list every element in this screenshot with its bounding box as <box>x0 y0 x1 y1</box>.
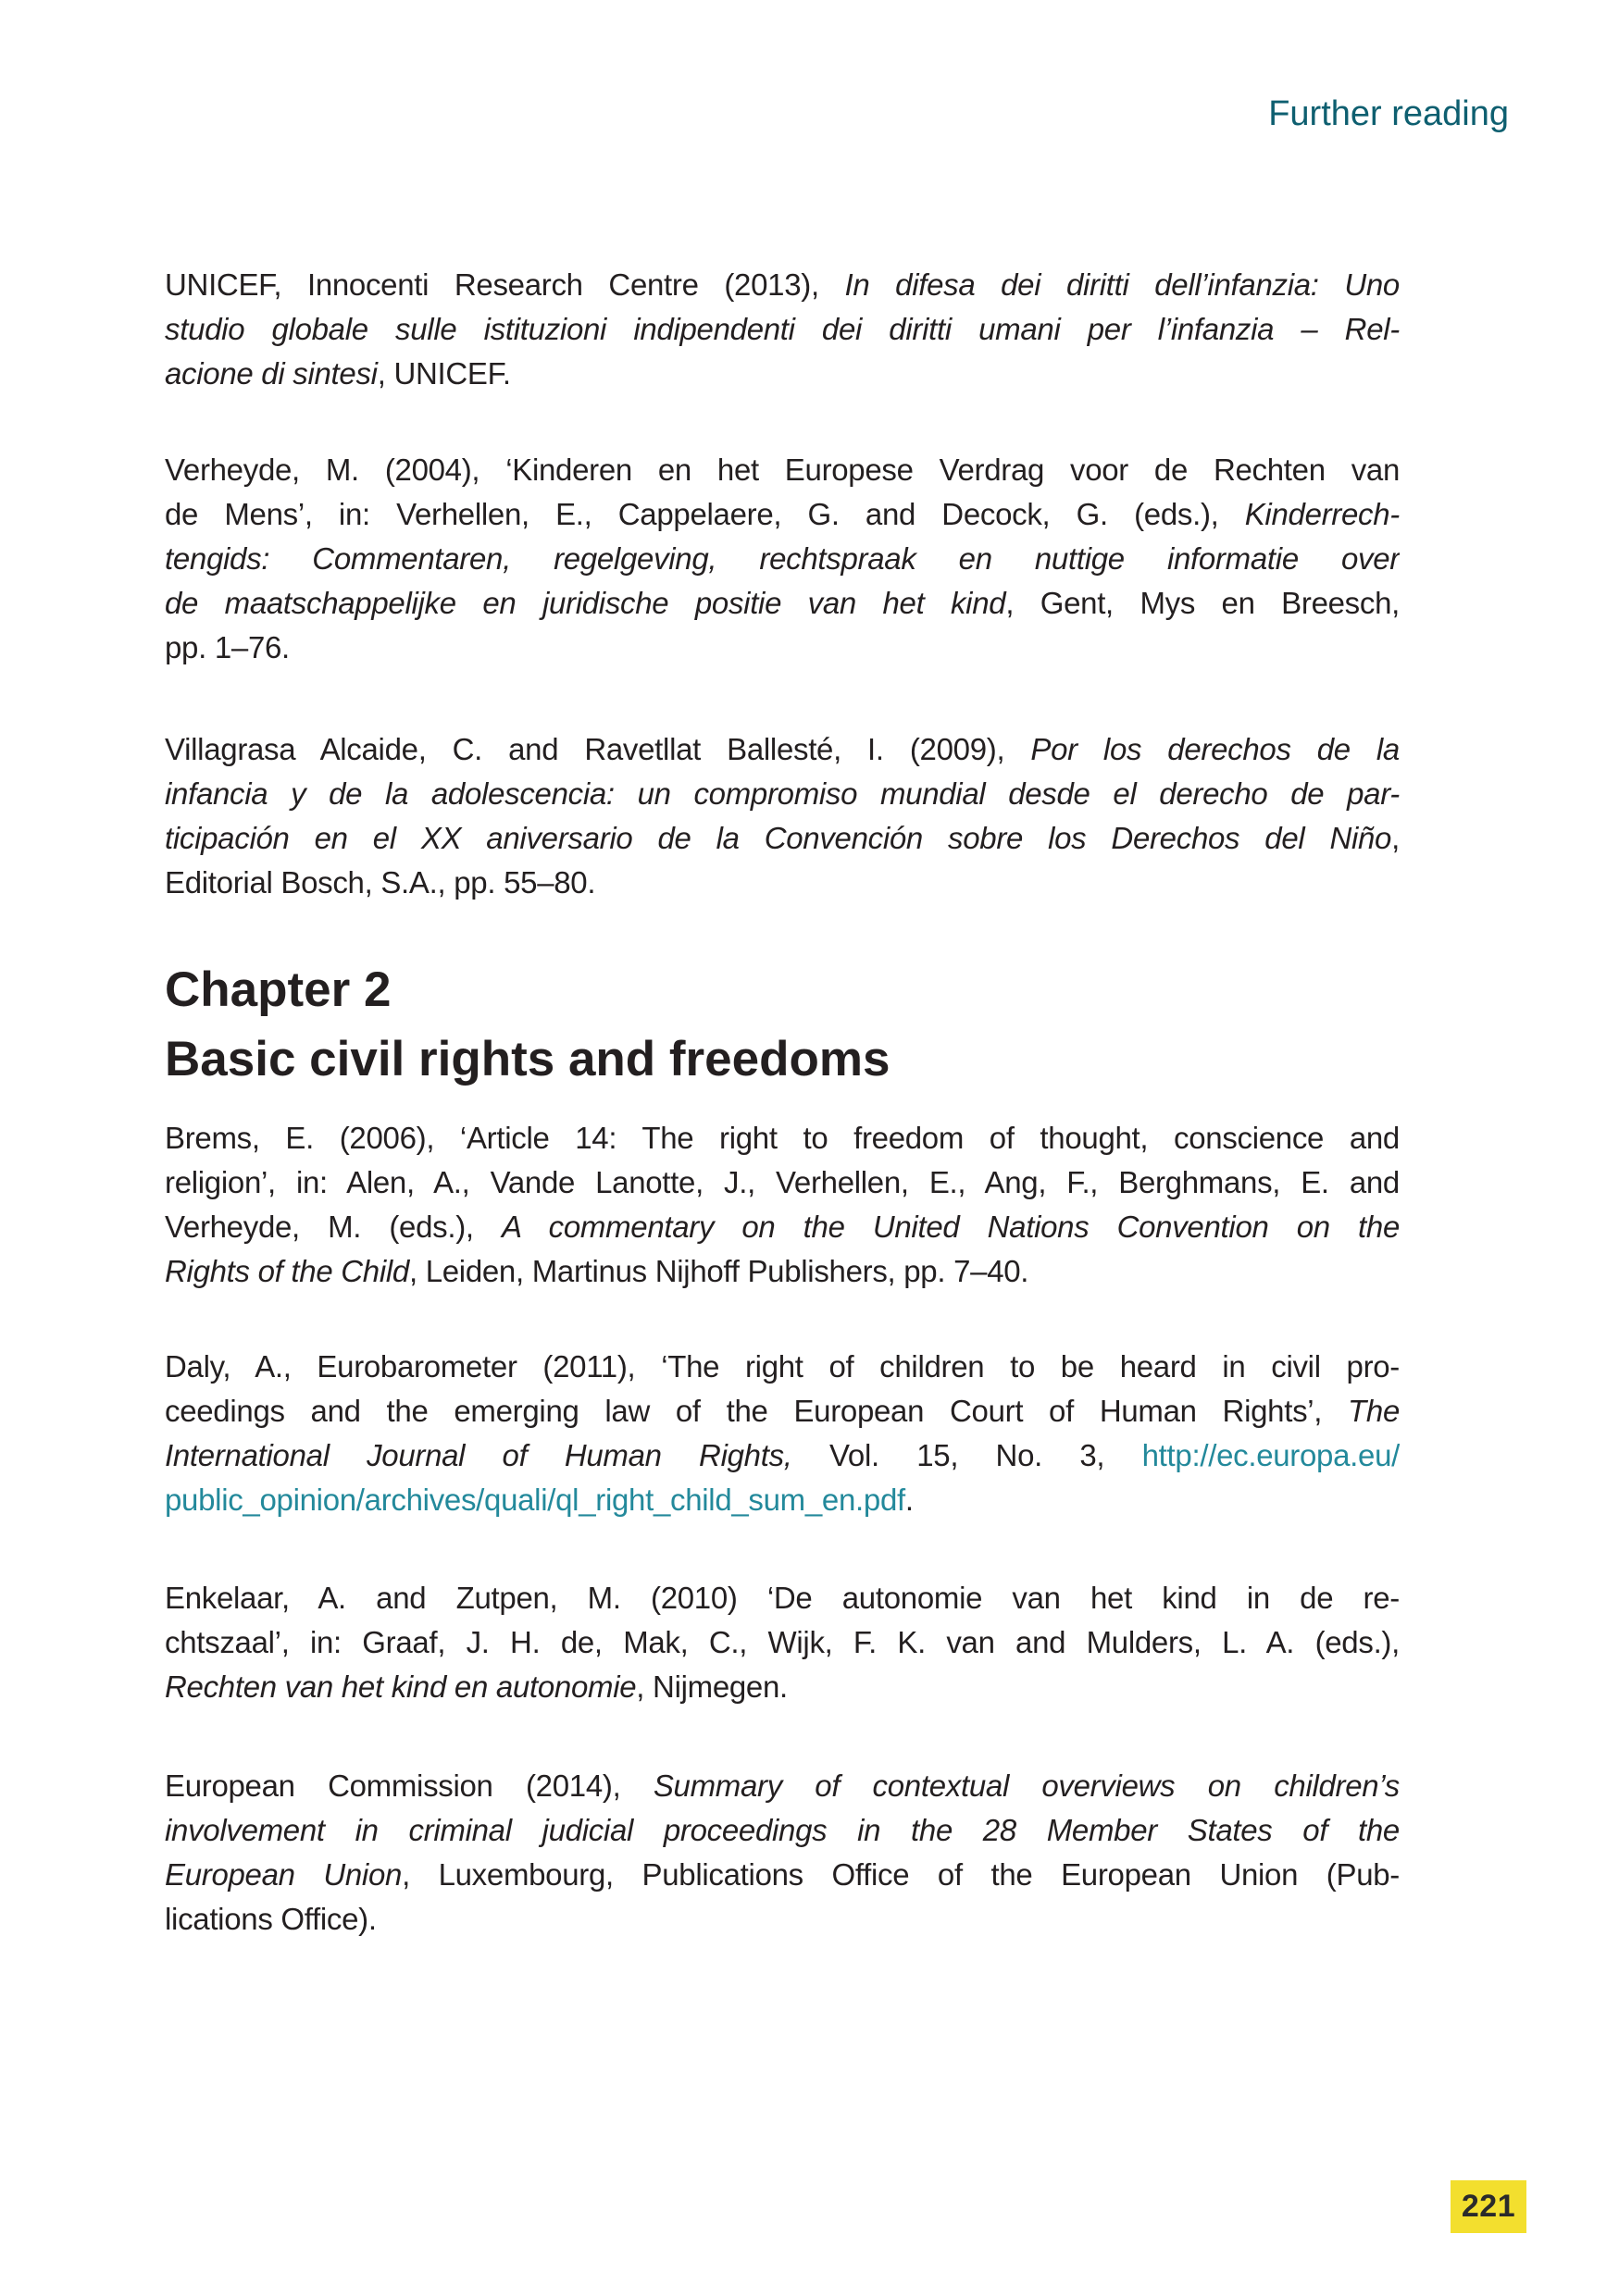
chapter-heading <box>165 955 1400 1094</box>
reference-text: de Mens’, in: Verhellen, E., Cappelaere, G. and Decock, G. (eds.), <box>165 497 1245 531</box>
reference-text: , UNICEF. <box>377 356 511 391</box>
reference-line <box>165 352 1400 396</box>
running-header: Further reading <box>1268 94 1509 133</box>
reference-text: Brems, E. (2006), ‘Article 14: The right to freedom of thought, conscience and <box>165 1121 1400 1155</box>
reference-line <box>165 263 1400 307</box>
reference-line <box>165 1389 1400 1433</box>
reference-text: , Luxembourg, Publications Office of the European Union (Pub- <box>402 1857 1400 1892</box>
reference-title-italic: acione di sintesi <box>165 356 378 391</box>
reference-line <box>165 861 1400 905</box>
reference-title-italic: ticipación en el XX aniversario de la Convención sobre los Derechos del Niño <box>165 821 1392 855</box>
reference-line <box>165 1345 1400 1389</box>
reference-text: UNICEF, Innocenti Research Centre (2013), <box>165 267 845 302</box>
reference-text: Verheyde, M. (2004), ‘Kinderen en het Europese Verdrag voor de Rechten van <box>165 453 1400 487</box>
reference-text: , Gent, Mys en Breesch, <box>1005 586 1400 620</box>
reference-entry <box>165 727 1400 905</box>
reference-title-italic: infancia y de la adolescencia: un compromiso mundial desde el derecho de par- <box>165 776 1400 811</box>
chapter-title: Basic civil rights and freedoms <box>165 1032 890 1086</box>
reference-line <box>165 1478 1400 1522</box>
reference-line <box>165 772 1400 816</box>
reference-text: pp. 1–76. <box>165 630 290 664</box>
reference-title-italic: A commentary on the United Nations Convention on the <box>501 1210 1400 1244</box>
reference-title-italic: Rechten van het kind en autonomie <box>165 1669 637 1704</box>
reference-line <box>165 1249 1400 1294</box>
reference-text: Daly, A., Eurobarometer (2011), ‘The right of children to be heard in civil pro- <box>165 1349 1400 1384</box>
reference-link[interactable]: http://ec.europa.eu/ <box>1141 1438 1400 1472</box>
reference-line <box>165 626 1400 670</box>
reference-text: , Nijmegen. <box>636 1669 788 1704</box>
reference-title-italic: Por los derechos de la <box>1030 732 1400 766</box>
reference-line <box>165 581 1400 626</box>
reference-line <box>165 307 1400 352</box>
reference-title-italic: Kinderrech- <box>1244 497 1400 531</box>
reference-title-italic: The <box>1348 1394 1400 1428</box>
reference-line <box>165 1576 1400 1620</box>
reference-text: lications Office). <box>165 1902 377 1936</box>
reference-title-italic: de maatschappelijke en juridische positie van het kind <box>165 586 1006 620</box>
reference-line <box>165 537 1400 581</box>
reference-text: Vol. 15, No. 3, <box>791 1438 1142 1472</box>
reference-line <box>165 1433 1400 1478</box>
reference-text: , <box>1391 821 1400 855</box>
reference-text: European Commission (2014), <box>165 1769 654 1803</box>
reference-text: , Leiden, Martinus Nijhoff Publishers, pp. 7–40. <box>408 1254 1029 1288</box>
reference-line <box>165 1160 1400 1205</box>
reference-entry <box>165 448 1400 670</box>
reference-entry <box>165 263 1400 396</box>
reference-line <box>165 1620 1400 1665</box>
page-number: 221 <box>1461 2189 1516 2224</box>
reference-line <box>165 1665 1400 1709</box>
reference-text: ceedings and the emerging law of the European Court of Human Rights’, <box>165 1394 1349 1428</box>
reference-entry <box>165 1116 1400 1294</box>
reference-text: religion’, in: Alen, A., Vande Lanotte, J., Verhellen, E., Ang, F., Berghmans, E. and <box>165 1165 1400 1199</box>
reference-text: Editorial Bosch, S.A., pp. 55–80. <box>165 865 596 900</box>
reference-line <box>165 816 1400 861</box>
reference-title-italic: Summary of contextual overviews on children’s <box>653 1769 1400 1803</box>
chapter-number: Chapter 2 <box>165 962 392 1017</box>
reference-line <box>165 1897 1400 1942</box>
reference-line <box>165 1116 1400 1160</box>
reference-line <box>165 492 1400 537</box>
reference-entry <box>165 1345 1400 1522</box>
reference-text: . <box>904 1483 914 1517</box>
reference-title-italic: involvement in criminal judicial proceedings in the 28 Member States of the <box>165 1813 1400 1847</box>
reference-title-italic: In difesa dei diritti dell’infanzia: Uno <box>844 267 1400 302</box>
reference-title-italic: International Journal of Human Rights, <box>165 1438 792 1472</box>
reference-entry <box>165 1576 1400 1709</box>
reference-text: Verheyde, M. (eds.), <box>165 1210 502 1244</box>
reference-text: chtszaal’, in: Graaf, J. H. de, Mak, C., Wijk, F. K. van and Mulders, L. A. (eds.), <box>165 1625 1400 1659</box>
reference-entry <box>165 1764 1400 1942</box>
reference-line <box>165 1808 1400 1853</box>
reference-title-italic: tengids: Commentaren, regelgeving, rechtspraak en nuttige informatie over <box>165 541 1400 576</box>
reference-line <box>165 1764 1400 1808</box>
reference-text: Enkelaar, A. and Zutpen, M. (2010) ‘De autonomie van het kind in de re- <box>165 1581 1400 1615</box>
reference-title-italic: Rights of the Child <box>165 1254 409 1288</box>
reference-title-italic: European Union <box>165 1857 403 1892</box>
reference-link[interactable]: public_opinion/archives/quali/ql_right_child_sum_en.pdf <box>165 1483 905 1517</box>
reference-line <box>165 727 1400 772</box>
reference-line <box>165 1853 1400 1897</box>
page-number-badge <box>1451 2180 1526 2233</box>
reference-line <box>165 1205 1400 1249</box>
reference-text: Villagrasa Alcaide, C. and Ravetllat Ballesté, I. (2009), <box>165 732 1031 766</box>
reference-line <box>165 448 1400 492</box>
reference-title-italic: studio globale sulle istituzioni indipendenti dei diritti umani per l’infanzia – Rel- <box>165 312 1400 346</box>
